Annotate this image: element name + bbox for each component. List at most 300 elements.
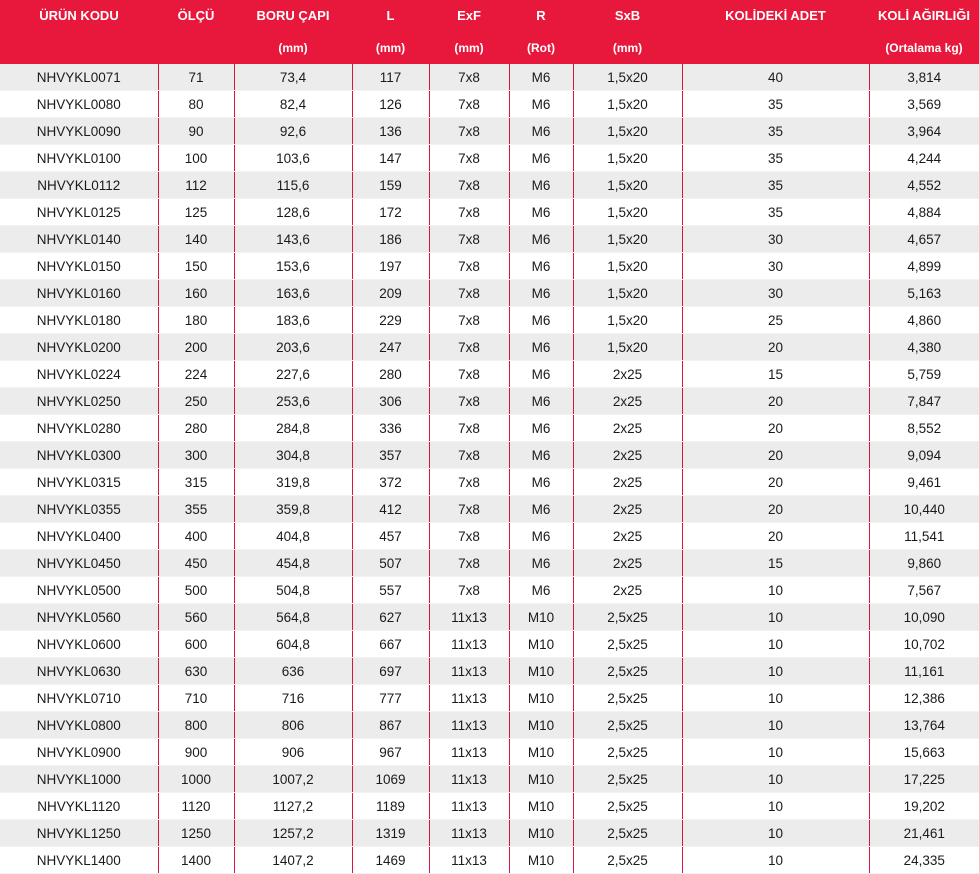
cell-product-code: NHVYKL0140 [0, 226, 158, 253]
header-row-units [0, 31, 979, 64]
cell-product-code: NHVYKL0071 [0, 64, 158, 91]
cell-product-code: NHVYKL0224 [0, 361, 158, 388]
cell-box-weight: 12,386 [869, 685, 979, 712]
cell-length: 777 [352, 685, 429, 712]
cell-box-weight: 4,899 [869, 253, 979, 280]
cell-sxb: 2,5x25 [573, 766, 682, 793]
cell-exf: 11x13 [429, 820, 509, 847]
cell-box-weight: 4,884 [869, 199, 979, 226]
cell-product-code: NHVYKL0112 [0, 172, 158, 199]
cell-pipe-diameter: 806 [234, 712, 352, 739]
header-exf: ExF [429, 0, 509, 31]
cell-exf: 7x8 [429, 307, 509, 334]
cell-rod: M6 [509, 361, 573, 388]
cell-sxb: 2x25 [573, 388, 682, 415]
cell-box-weight: 11,541 [869, 523, 979, 550]
cell-pipe-diameter: 183,6 [234, 307, 352, 334]
cell-size: 71 [158, 64, 234, 91]
cell-box-weight: 5,759 [869, 361, 979, 388]
cell-pipe-diameter: 454,8 [234, 550, 352, 577]
cell-size: 630 [158, 658, 234, 685]
cell-length: 172 [352, 199, 429, 226]
cell-pipe-diameter: 153,6 [234, 253, 352, 280]
cell-pipe-diameter: 304,8 [234, 442, 352, 469]
table-row [0, 172, 979, 199]
cell-box-quantity: 15 [682, 550, 869, 577]
table-row [0, 145, 979, 172]
cell-exf: 7x8 [429, 280, 509, 307]
cell-box-weight: 3,814 [869, 64, 979, 91]
cell-size: 112 [158, 172, 234, 199]
cell-rod: M10 [509, 739, 573, 766]
cell-size: 160 [158, 280, 234, 307]
cell-box-quantity: 10 [682, 820, 869, 847]
cell-exf: 7x8 [429, 388, 509, 415]
cell-box-weight: 15,663 [869, 739, 979, 766]
cell-length: 627 [352, 604, 429, 631]
cell-product-code: NHVYKL1250 [0, 820, 158, 847]
unit-length: (mm) [352, 31, 429, 64]
cell-rod: M6 [509, 523, 573, 550]
cell-sxb: 2,5x25 [573, 712, 682, 739]
cell-exf: 7x8 [429, 334, 509, 361]
cell-box-weight: 24,335 [869, 847, 979, 874]
cell-pipe-diameter: 359,8 [234, 496, 352, 523]
header-row-titles [0, 0, 979, 31]
cell-exf: 7x8 [429, 550, 509, 577]
cell-pipe-diameter: 203,6 [234, 334, 352, 361]
cell-box-quantity: 20 [682, 334, 869, 361]
cell-box-quantity: 10 [682, 658, 869, 685]
cell-box-quantity: 20 [682, 415, 869, 442]
cell-pipe-diameter: 73,4 [234, 64, 352, 91]
cell-length: 147 [352, 145, 429, 172]
table-row [0, 847, 979, 874]
cell-pipe-diameter: 103,6 [234, 145, 352, 172]
unit-exf: (mm) [429, 31, 509, 64]
cell-sxb: 1,5x20 [573, 334, 682, 361]
cell-size: 315 [158, 469, 234, 496]
table-header [0, 0, 979, 64]
cell-pipe-diameter: 1007,2 [234, 766, 352, 793]
cell-size: 100 [158, 145, 234, 172]
cell-pipe-diameter: 404,8 [234, 523, 352, 550]
cell-sxb: 2,5x25 [573, 685, 682, 712]
cell-box-weight: 5,163 [869, 280, 979, 307]
cell-rod: M6 [509, 442, 573, 469]
table-row [0, 91, 979, 118]
cell-box-quantity: 25 [682, 307, 869, 334]
cell-product-code: NHVYKL1000 [0, 766, 158, 793]
cell-product-code: NHVYKL0090 [0, 118, 158, 145]
cell-exf: 11x13 [429, 712, 509, 739]
cell-product-code: NHVYKL0080 [0, 91, 158, 118]
cell-box-quantity: 35 [682, 199, 869, 226]
table-row [0, 199, 979, 226]
unit-sxb: (mm) [573, 31, 682, 64]
cell-rod: M10 [509, 847, 573, 874]
cell-exf: 7x8 [429, 253, 509, 280]
unit-rod: (Rot) [509, 31, 573, 64]
cell-size: 1400 [158, 847, 234, 874]
table-row [0, 793, 979, 820]
cell-product-code: NHVYKL0250 [0, 388, 158, 415]
cell-size: 150 [158, 253, 234, 280]
cell-exf: 7x8 [429, 91, 509, 118]
cell-size: 250 [158, 388, 234, 415]
cell-rod: M6 [509, 280, 573, 307]
table-row [0, 64, 979, 91]
header-sxb: SxB [573, 0, 682, 31]
cell-box-quantity: 35 [682, 118, 869, 145]
cell-box-quantity: 35 [682, 172, 869, 199]
cell-box-quantity: 10 [682, 685, 869, 712]
cell-length: 186 [352, 226, 429, 253]
cell-box-weight: 10,440 [869, 496, 979, 523]
table-row [0, 334, 979, 361]
cell-box-weight: 7,847 [869, 388, 979, 415]
cell-box-quantity: 30 [682, 280, 869, 307]
table-row [0, 388, 979, 415]
cell-box-weight: 9,860 [869, 550, 979, 577]
cell-rod: M6 [509, 388, 573, 415]
cell-size: 800 [158, 712, 234, 739]
cell-length: 557 [352, 577, 429, 604]
cell-sxb: 1,5x20 [573, 226, 682, 253]
cell-box-weight: 4,244 [869, 145, 979, 172]
cell-length: 159 [352, 172, 429, 199]
cell-sxb: 2,5x25 [573, 793, 682, 820]
cell-product-code: NHVYKL0280 [0, 415, 158, 442]
cell-product-code: NHVYKL1120 [0, 793, 158, 820]
cell-product-code: NHVYKL0180 [0, 307, 158, 334]
cell-exf: 7x8 [429, 361, 509, 388]
cell-exf: 7x8 [429, 496, 509, 523]
cell-sxb: 1,5x20 [573, 145, 682, 172]
cell-box-weight: 19,202 [869, 793, 979, 820]
cell-product-code: NHVYKL0125 [0, 199, 158, 226]
cell-pipe-diameter: 604,8 [234, 631, 352, 658]
cell-length: 1319 [352, 820, 429, 847]
cell-length: 967 [352, 739, 429, 766]
cell-product-code: NHVYKL0300 [0, 442, 158, 469]
cell-pipe-diameter: 163,6 [234, 280, 352, 307]
table-row [0, 820, 979, 847]
cell-product-code: NHVYKL0900 [0, 739, 158, 766]
cell-box-weight: 9,094 [869, 442, 979, 469]
table-row [0, 658, 979, 685]
cell-pipe-diameter: 906 [234, 739, 352, 766]
cell-sxb: 2x25 [573, 550, 682, 577]
cell-rod: M10 [509, 766, 573, 793]
cell-size: 450 [158, 550, 234, 577]
cell-length: 306 [352, 388, 429, 415]
table-row [0, 307, 979, 334]
cell-exf: 7x8 [429, 577, 509, 604]
cell-length: 507 [352, 550, 429, 577]
cell-box-weight: 10,702 [869, 631, 979, 658]
cell-size: 140 [158, 226, 234, 253]
cell-exf: 11x13 [429, 658, 509, 685]
cell-exf: 11x13 [429, 739, 509, 766]
cell-product-code: NHVYKL0600 [0, 631, 158, 658]
cell-rod: M6 [509, 64, 573, 91]
cell-product-code: NHVYKL0450 [0, 550, 158, 577]
cell-pipe-diameter: 319,8 [234, 469, 352, 496]
cell-length: 1469 [352, 847, 429, 874]
unit-box-quantity [682, 31, 869, 64]
cell-product-code: NHVYKL0800 [0, 712, 158, 739]
cell-pipe-diameter: 227,6 [234, 361, 352, 388]
cell-pipe-diameter: 284,8 [234, 415, 352, 442]
cell-length: 197 [352, 253, 429, 280]
table-row [0, 118, 979, 145]
cell-length: 209 [352, 280, 429, 307]
cell-box-weight: 4,860 [869, 307, 979, 334]
cell-pipe-diameter: 1257,2 [234, 820, 352, 847]
cell-rod: M6 [509, 226, 573, 253]
cell-rod: M6 [509, 145, 573, 172]
cell-rod: M6 [509, 172, 573, 199]
cell-product-code: NHVYKL0630 [0, 658, 158, 685]
cell-pipe-diameter: 716 [234, 685, 352, 712]
table-row [0, 280, 979, 307]
cell-length: 336 [352, 415, 429, 442]
header-pipe-diameter: BORU ÇAPI [234, 0, 352, 31]
cell-exf: 11x13 [429, 604, 509, 631]
cell-sxb: 1,5x20 [573, 172, 682, 199]
cell-exf: 11x13 [429, 766, 509, 793]
cell-sxb: 2x25 [573, 469, 682, 496]
cell-box-quantity: 20 [682, 469, 869, 496]
cell-length: 247 [352, 334, 429, 361]
cell-exf: 7x8 [429, 118, 509, 145]
cell-sxb: 1,5x20 [573, 199, 682, 226]
table-row [0, 253, 979, 280]
cell-sxb: 2x25 [573, 523, 682, 550]
cell-pipe-diameter: 128,6 [234, 199, 352, 226]
unit-size [158, 31, 234, 64]
cell-box-weight: 17,225 [869, 766, 979, 793]
cell-exf: 7x8 [429, 226, 509, 253]
unit-box-weight: (Ortalama kg) [869, 31, 979, 64]
cell-box-weight: 4,552 [869, 172, 979, 199]
cell-box-quantity: 20 [682, 523, 869, 550]
cell-box-quantity: 30 [682, 226, 869, 253]
cell-exf: 7x8 [429, 523, 509, 550]
cell-size: 1000 [158, 766, 234, 793]
cell-product-code: NHVYKL0560 [0, 604, 158, 631]
header-length: L [352, 0, 429, 31]
cell-pipe-diameter: 143,6 [234, 226, 352, 253]
unit-pipe-diameter: (mm) [234, 31, 352, 64]
table-row [0, 631, 979, 658]
cell-box-weight: 11,161 [869, 658, 979, 685]
cell-rod: M10 [509, 604, 573, 631]
cell-box-weight: 3,569 [869, 91, 979, 118]
unit-product-code [0, 31, 158, 64]
cell-length: 372 [352, 469, 429, 496]
cell-size: 710 [158, 685, 234, 712]
cell-rod: M10 [509, 685, 573, 712]
cell-sxb: 2,5x25 [573, 739, 682, 766]
cell-product-code: NHVYKL0200 [0, 334, 158, 361]
cell-size: 80 [158, 91, 234, 118]
cell-size: 400 [158, 523, 234, 550]
cell-size: 1250 [158, 820, 234, 847]
cell-sxb: 1,5x20 [573, 64, 682, 91]
cell-exf: 7x8 [429, 469, 509, 496]
table-row [0, 226, 979, 253]
cell-box-quantity: 10 [682, 766, 869, 793]
cell-pipe-diameter: 636 [234, 658, 352, 685]
cell-box-weight: 7,567 [869, 577, 979, 604]
cell-length: 136 [352, 118, 429, 145]
cell-box-quantity: 10 [682, 739, 869, 766]
cell-sxb: 1,5x20 [573, 118, 682, 145]
cell-sxb: 2x25 [573, 361, 682, 388]
cell-exf: 7x8 [429, 64, 509, 91]
cell-box-quantity: 40 [682, 64, 869, 91]
cell-rod: M10 [509, 712, 573, 739]
cell-length: 1069 [352, 766, 429, 793]
cell-sxb: 1,5x20 [573, 253, 682, 280]
cell-pipe-diameter: 1127,2 [234, 793, 352, 820]
cell-rod: M6 [509, 118, 573, 145]
cell-box-quantity: 20 [682, 388, 869, 415]
cell-exf: 11x13 [429, 631, 509, 658]
cell-sxb: 2x25 [573, 496, 682, 523]
header-rod: R [509, 0, 573, 31]
cell-size: 200 [158, 334, 234, 361]
table-row [0, 496, 979, 523]
cell-size: 355 [158, 496, 234, 523]
cell-rod: M10 [509, 793, 573, 820]
header-box-quantity: KOLİDEKİ ADET [682, 0, 869, 31]
cell-exf: 11x13 [429, 685, 509, 712]
table-row [0, 712, 979, 739]
cell-length: 457 [352, 523, 429, 550]
cell-pipe-diameter: 115,6 [234, 172, 352, 199]
cell-sxb: 2,5x25 [573, 847, 682, 874]
cell-rod: M10 [509, 658, 573, 685]
cell-rod: M6 [509, 307, 573, 334]
table-row [0, 577, 979, 604]
cell-pipe-diameter: 1407,2 [234, 847, 352, 874]
cell-rod: M6 [509, 199, 573, 226]
cell-product-code: NHVYKL0150 [0, 253, 158, 280]
cell-sxb: 2,5x25 [573, 604, 682, 631]
cell-product-code: NHVYKL1400 [0, 847, 158, 874]
cell-box-weight: 21,461 [869, 820, 979, 847]
cell-box-quantity: 10 [682, 847, 869, 874]
cell-box-weight: 13,764 [869, 712, 979, 739]
table-body [0, 64, 979, 874]
cell-length: 1189 [352, 793, 429, 820]
cell-box-weight: 8,552 [869, 415, 979, 442]
header-product-code: ÜRÜN KODU [0, 0, 158, 31]
cell-sxb: 2,5x25 [573, 631, 682, 658]
cell-rod: M6 [509, 577, 573, 604]
cell-rod: M6 [509, 415, 573, 442]
cell-product-code: NHVYKL0500 [0, 577, 158, 604]
cell-product-code: NHVYKL0315 [0, 469, 158, 496]
cell-box-weight: 9,461 [869, 469, 979, 496]
cell-box-quantity: 10 [682, 631, 869, 658]
cell-rod: M6 [509, 469, 573, 496]
header-size: ÖLÇÜ [158, 0, 234, 31]
cell-product-code: NHVYKL0160 [0, 280, 158, 307]
cell-sxb: 2,5x25 [573, 658, 682, 685]
cell-size: 600 [158, 631, 234, 658]
cell-product-code: NHVYKL0355 [0, 496, 158, 523]
cell-length: 867 [352, 712, 429, 739]
cell-pipe-diameter: 92,6 [234, 118, 352, 145]
cell-box-quantity: 35 [682, 145, 869, 172]
table-row [0, 550, 979, 577]
cell-box-quantity: 10 [682, 604, 869, 631]
cell-rod: M10 [509, 820, 573, 847]
cell-rod: M6 [509, 253, 573, 280]
cell-exf: 7x8 [429, 145, 509, 172]
cell-exf: 7x8 [429, 442, 509, 469]
cell-rod: M6 [509, 91, 573, 118]
cell-length: 229 [352, 307, 429, 334]
cell-size: 224 [158, 361, 234, 388]
cell-sxb: 2x25 [573, 442, 682, 469]
cell-rod: M6 [509, 334, 573, 361]
cell-exf: 11x13 [429, 793, 509, 820]
cell-exf: 7x8 [429, 415, 509, 442]
table-row [0, 361, 979, 388]
cell-rod: M6 [509, 496, 573, 523]
cell-box-quantity: 35 [682, 91, 869, 118]
cell-exf: 11x13 [429, 847, 509, 874]
cell-exf: 7x8 [429, 199, 509, 226]
cell-size: 180 [158, 307, 234, 334]
cell-size: 500 [158, 577, 234, 604]
cell-sxb: 2,5x25 [573, 820, 682, 847]
cell-length: 357 [352, 442, 429, 469]
cell-box-weight: 4,380 [869, 334, 979, 361]
cell-rod: M10 [509, 631, 573, 658]
cell-size: 90 [158, 118, 234, 145]
cell-sxb: 2x25 [573, 415, 682, 442]
cell-product-code: NHVYKL0710 [0, 685, 158, 712]
cell-box-quantity: 20 [682, 496, 869, 523]
cell-size: 300 [158, 442, 234, 469]
cell-length: 667 [352, 631, 429, 658]
cell-box-quantity: 10 [682, 793, 869, 820]
cell-size: 280 [158, 415, 234, 442]
cell-sxb: 2x25 [573, 577, 682, 604]
cell-box-weight: 4,657 [869, 226, 979, 253]
header-box-weight: KOLİ AĞIRLIĞI [869, 0, 979, 31]
cell-box-quantity: 30 [682, 253, 869, 280]
cell-box-quantity: 10 [682, 577, 869, 604]
cell-size: 560 [158, 604, 234, 631]
cell-product-code: NHVYKL0100 [0, 145, 158, 172]
table-row [0, 442, 979, 469]
table-row [0, 523, 979, 550]
cell-size: 900 [158, 739, 234, 766]
cell-length: 697 [352, 658, 429, 685]
cell-exf: 7x8 [429, 172, 509, 199]
cell-sxb: 1,5x20 [573, 280, 682, 307]
cell-sxb: 1,5x20 [573, 307, 682, 334]
cell-pipe-diameter: 564,8 [234, 604, 352, 631]
table-row [0, 766, 979, 793]
